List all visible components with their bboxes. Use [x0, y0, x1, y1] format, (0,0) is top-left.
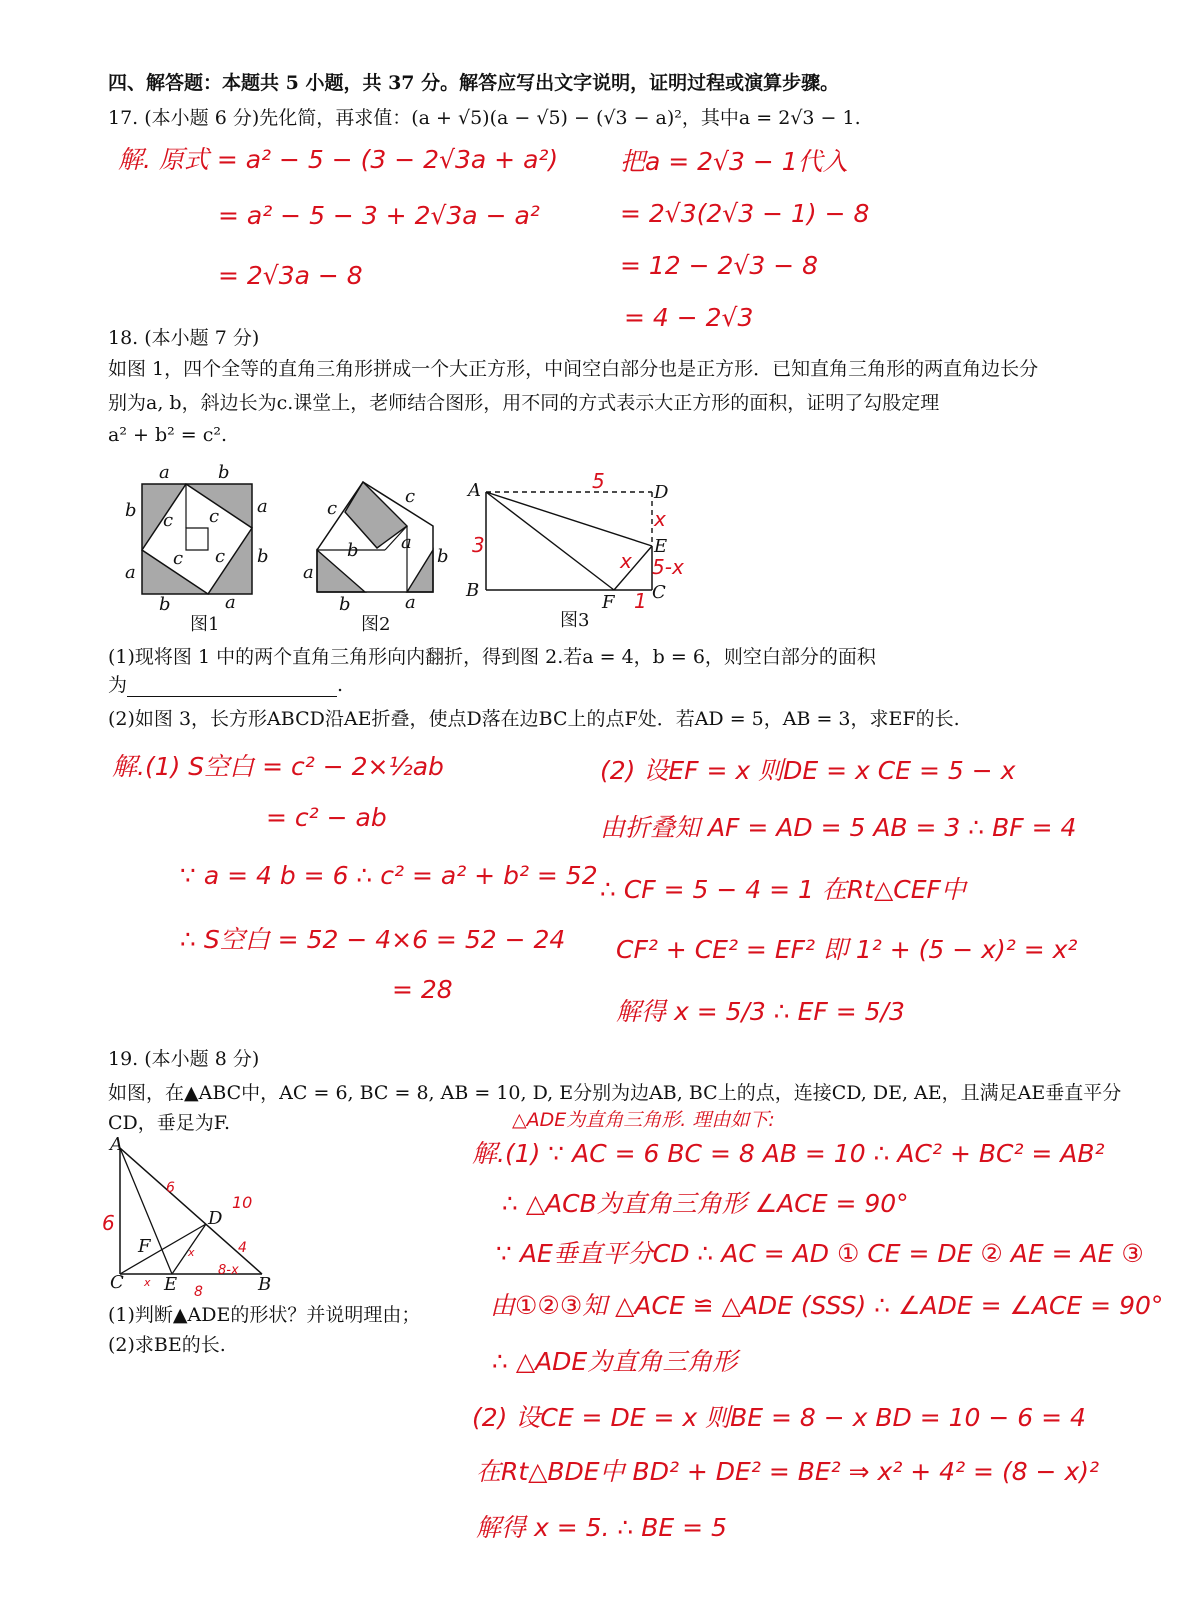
- fig2-label-b-1: b: [347, 540, 359, 561]
- q18-hw-right-1: (2) 设EF = x 则DE = x CE = 5 − x: [600, 756, 1016, 785]
- q19-fig-mark-de: x: [188, 1246, 195, 1259]
- fig2-label-a-1: a: [401, 532, 412, 553]
- q18-hw-left-1: 解.(1) S空白 = c² − 2×½ab: [112, 752, 444, 781]
- fig1-label-a-left: a: [125, 562, 136, 583]
- q17-hw-right-2: = 2√3(2√3 − 1) − 8: [620, 199, 870, 228]
- q19-part2: (2)求BE的长.: [108, 1334, 226, 1356]
- q17-hw-right-1: 把a = 2√3 − 1代入: [620, 147, 848, 176]
- q18-hw-right-5: 解得 x = 5/3 ∴ EF = 5/3: [616, 997, 905, 1026]
- q18-part1-prefix: 为: [108, 674, 128, 696]
- fig1-label-c-1: c: [163, 510, 174, 531]
- fig2-label-a-3: a: [405, 592, 416, 613]
- q19-fig-label-D: D: [208, 1208, 223, 1229]
- fig1-label-b-left: b: [125, 500, 137, 521]
- q18-part1-suffix: .: [337, 674, 344, 696]
- q18-line-1: 如图 1，四个全等的直角三角形拼成一个大正方形，中间空白部分也是正方形．已知直角三角形的两直角边长分: [108, 358, 1039, 380]
- q19-fig-mark-bc: 8: [194, 1284, 203, 1300]
- fig1-label-a-top: a: [159, 462, 170, 483]
- fig2-label-c-2: c: [405, 486, 416, 507]
- q18-hw-left-5: = 28: [392, 975, 453, 1004]
- q18-line-3: a² + b² = c².: [108, 424, 228, 446]
- q18-hw-left-2: = c² − ab: [266, 803, 387, 832]
- q18-hw-right-2: 由折叠知 AF = AD = 5 AB = 3 ∴ BF = 4: [600, 813, 1077, 842]
- figure-q19: [98, 1134, 298, 1300]
- figure-2: [295, 470, 465, 640]
- q17-statement: 17. (本小题 6 分)先化简，再求值：(a + √5)(a − √5) − (√3 − a)²，其中a = 2√3 − 1.: [108, 107, 861, 129]
- q19-hw-2: ∴ △ACB为直角三角形 ∠ACE = 90°: [502, 1189, 909, 1218]
- fig3-label-D: D: [654, 482, 669, 503]
- q19-line-1: 如图，在▲ABC中，AC = 6, BC = 8, AB = 10, D, E分别为边AB, BC上的点，连接CD, DE, AE，且满足AE垂直平分: [108, 1082, 1122, 1104]
- q19-fig-mark-ab: 10: [232, 1193, 253, 1212]
- q19-fig-mark-ad: 6: [166, 1180, 175, 1196]
- fig1-label-b-right: b: [257, 546, 269, 567]
- fig3-mark-de: x: [654, 507, 666, 531]
- q17-hw-left-2: = a² − 5 − 3 + 2√3a − a²: [218, 201, 540, 230]
- fig1-label-c-3: c: [173, 548, 184, 569]
- q19-fig-mark-be: 8-x: [218, 1263, 239, 1278]
- q18-part1-line2: [108, 674, 343, 697]
- q17-hw-right-4: = 4 − 2√3: [624, 303, 754, 332]
- q19-hw-7: 在Rt△BDE中 BD² + DE² = BE² ⇒ x² + 4² = (8 − x)²: [476, 1457, 1100, 1486]
- section-title: 四、解答题：本题共 5 小题，共 37 分。解答应写出文字说明，证明过程或演算步骤。: [108, 72, 840, 94]
- fig2-label-a-2: a: [303, 562, 314, 583]
- fig3-label-E: E: [654, 536, 668, 557]
- q19-hw-5: ∴ △ADE为直角三角形: [492, 1347, 738, 1376]
- q19-fig-mark-db: 4: [238, 1240, 247, 1256]
- q19-hw-6: (2) 设CE = DE = x 则BE = 8 − x BD = 10 − 6 = 4: [472, 1403, 1086, 1432]
- answer-blank[interactable]: [127, 678, 337, 697]
- fig3-label-B: B: [466, 580, 480, 601]
- q18-header: 18. (本小题 7 分): [108, 327, 260, 349]
- fig3-mark-ec: 5-x: [652, 555, 684, 579]
- fig3-mark-top: 5: [592, 469, 605, 493]
- q18-hw-left-3: ∵ a = 4 b = 6 ∴ c² = a² + b² = 52: [180, 861, 598, 890]
- q18-line-2: 别为a, b，斜边长为c.课堂上，老师结合图形，用不同的方式表示大正方形的面积，证明了勾股定理: [108, 392, 940, 414]
- fig3-label-C: C: [652, 582, 666, 603]
- fig2-caption: 图2: [361, 614, 391, 635]
- fig3-label-A: A: [468, 480, 481, 501]
- fig1-label-c-4: c: [215, 546, 226, 567]
- q19-fig-label-F: F: [138, 1236, 151, 1257]
- fig2-label-b-2: b: [437, 546, 449, 567]
- q19-fig-mark-ce: x: [144, 1276, 151, 1289]
- q19-hw-3: ∵ AE垂直平分CD ∴ AC = AD ① CE = DE ② AE = AE ③: [496, 1239, 1144, 1268]
- fig3-mark-fc: 1: [634, 589, 647, 613]
- fig1-caption: 图1: [190, 614, 220, 635]
- q17-hw-left-1: 解. 原式 = a² − 5 − (3 − 2√3a + a²): [118, 145, 559, 174]
- figure-1: [115, 458, 275, 638]
- q19-hw-4: 由①②③知 △ACE ≌ △ADE (SSS) ∴ ∠ADE = ∠ACE = 90°: [490, 1291, 1164, 1320]
- q19-hw-0: △ADE为直角三角形. 理由如下:: [512, 1109, 775, 1131]
- q17-hw-right-3: = 12 − 2√3 − 8: [620, 251, 819, 280]
- fig1-label-b-top: b: [218, 462, 230, 483]
- q18-hw-right-3: ∴ CF = 5 − 4 = 1 在Rt△CEF中: [600, 875, 966, 904]
- q19-fig-mark-ac: 6: [102, 1211, 115, 1235]
- q19-fig-label-B: B: [258, 1274, 272, 1295]
- q19-line-2: CD，垂足为F.: [108, 1112, 231, 1134]
- fig1-label-c-2: c: [209, 506, 220, 527]
- fig3-caption: 图3: [560, 610, 590, 631]
- q19-fig-label-C: C: [110, 1272, 124, 1293]
- fig3-mark-ef: x: [620, 549, 632, 573]
- q18-hw-left-4: ∴ S空白 = 52 − 4×6 = 52 − 24: [180, 925, 566, 954]
- q17-hw-left-3: = 2√3a − 8: [218, 261, 363, 290]
- q18-hw-right-4: CF² + CE² = EF² 即 1² + (5 − x)² = x²: [616, 935, 1078, 964]
- q19-header: 19. (本小题 8 分): [108, 1048, 260, 1070]
- q19-hw-8: 解得 x = 5. ∴ BE = 5: [476, 1513, 727, 1542]
- q19-part1: (1)判断▲ADE的形状？并说明理由；: [108, 1304, 421, 1326]
- fig1-label-a-right: a: [257, 496, 268, 517]
- figure-3: [462, 466, 702, 636]
- q19-hw-1: 解.(1) ∵ AC = 6 BC = 8 AB = 10 ∴ AC² + BC² = AB²: [472, 1139, 1105, 1168]
- q19-fig-label-A: A: [110, 1134, 123, 1155]
- fig2-label-b-3: b: [339, 594, 351, 615]
- fig1-label-a-bottom: a: [225, 592, 236, 613]
- fig3-mark-left: 3: [472, 533, 485, 557]
- fig3-label-F: F: [602, 592, 615, 613]
- fig2-label-c-1: c: [327, 498, 338, 519]
- q18-part1-line1: (1)现将图 1 中的两个直角三角形向内翻折，得到图 2.若a = 4，b = 6，则空白部分的面积: [108, 646, 876, 668]
- fig1-label-b-bottom: b: [159, 594, 171, 615]
- q19-fig-label-E: E: [164, 1274, 178, 1295]
- q18-part2: (2)如图 3，长方形ABCD沿AE折叠，使点D落在边BC上的点F处．若AD = 5，AB = 3，求EF的长.: [108, 708, 960, 730]
